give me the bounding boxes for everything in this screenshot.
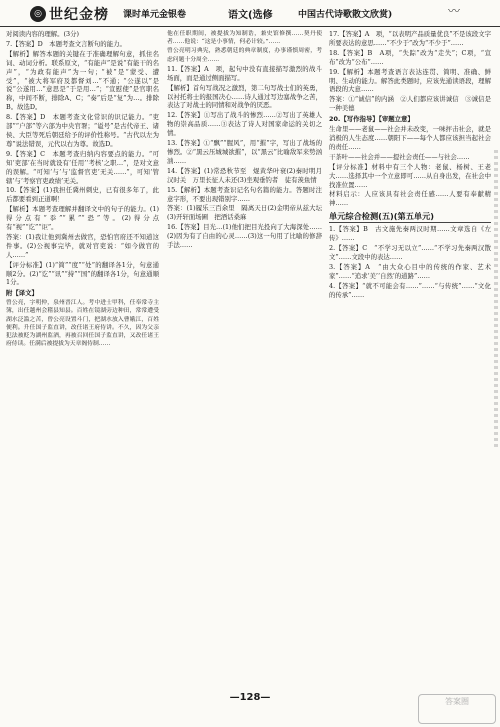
answer-paragraph: 11.【答案】A 项，起句中没有直接描写激烈的战斗场面，而是通过侧面描写。: [167, 64, 322, 82]
book-title: 中国古代诗歌散文欣赏): [298, 10, 393, 20]
answer-paragraph: 【解析】首句写战况之激烈，第二句写战士们的英勇，以衬托将士的报国决心……诗人通过写边塞战争之苦，表达了对战士的同情和对战争的厌恶。: [167, 83, 322, 110]
writing-guide-heading: 20.【写作指导】【审题立意】: [329, 115, 414, 124]
translation-paragraph: 曾公亮，字明仲，泉州晋江人。考中进士甲科，任奉常寺主簿，出任越州会稽县知县。百姓在镜湖旁边种田，常常遭受湖水泛滥之苦，曾公亮设置斗门，把湖水放入曹娥江，百姓便利。升任国子监直讲，改任诸王府侍讲。不久，因为父亲犯法被贬为湖州监酒，再被召回任国子监直讲，又改任诸王府侍读。任满后被提拔为天章阁侍制……: [6, 300, 159, 348]
column-left: [6, 30, 159, 682]
watermark-logo: 答案圈: [418, 694, 496, 724]
answer-paragraph: 18.【答案】B A项，“失踪”改为“走失”；C项，“宣布”改为“公布”……: [329, 48, 491, 66]
answer-paragraph: 2.【答案】C “不学习无以立”……“不学习先秦两汉散文”……文段中的表达……: [329, 244, 491, 261]
answer-paragraph: 1.【答案】B 古文施先秦两汉时期……文章选自《左传》……: [329, 225, 491, 243]
answer-paragraph: 16.【答案】目光…(1)他们把目光投向了大海深处……(2)因为有了自由的心灵……(3)这一句用了比喻的修辞手法……: [167, 223, 322, 250]
series-title: 课时单元金银卷: [123, 10, 187, 20]
answer-paragraph: 生命里——老鼠——社会并未改变，一味抨击社会，就是消极的人生态度……朝阳下——每个人都应该担当起社会的责任……: [329, 125, 491, 151]
answer-paragraph: 材料启示：人应该具有社会责任感……人要有奉献精神……: [329, 190, 491, 208]
answer-paragraph: 干茶叶——社会并——提社会责任——与社会……: [329, 152, 470, 161]
bird-icon: 〰: [448, 4, 461, 18]
answer-paragraph: 3.【答案】A “由大众心目中的传统的作家、艺术家”……“追求‘美’‘自然’的道路”……: [329, 262, 491, 280]
subject-title: 语文(选修: [228, 10, 273, 21]
side-decoration: [494, 150, 498, 450]
answer-paragraph: 17.【答案】A 项，“以表明产品质量优良”不是该段文字所要表达的意思……“不少于”改为“不少于”……: [329, 30, 491, 47]
answer-paragraph: 7.【答案】D 本题考查文言断句的能力。: [6, 39, 126, 48]
answer-paragraph: 【解析】本题考查理解并翻译文中的句子的能力。(1)得分点有“忝”“累”“恐”等。(2)得分点有“视”“讫”“讵”。: [6, 205, 159, 232]
column-right: [329, 30, 491, 682]
answer-paragraph: 15.【解析】本题考查识记名句名篇的能力。答题时注意字形，不要出现错别字……: [167, 185, 322, 203]
answer-paragraph: 14.【答案】(1)常恐秋节至 焜黄华叶衰(2)秦时明月汉时关 万里长征人未还(3)坐观垂钓者 徒有羡鱼情: [167, 166, 322, 184]
translation-heading: 附【译文】: [6, 289, 38, 298]
logo: [30, 4, 109, 24]
answer-paragraph: 【评分标准】(1)“简”“度”“处”的翻译各1分，句意通顺2分。(2)“讫”“讯”“持”“国”的翻译各1分，句意通顺1分。: [6, 260, 159, 287]
answer-paragraph: 4.【答案】“就不可能会有……”……“与传统”……“文化的传承”……: [329, 281, 491, 299]
answer-paragraph: 对阅读内容的理解。(3分): [6, 30, 79, 38]
page-number: —128—: [229, 692, 271, 703]
translation-paragraph: 曾公亮明习典宪，熟悉朝廷的典章制度，办事谨慎周密，考虑问题十分周全……: [167, 48, 322, 63]
answer-paragraph: 13.【答案】①“飘”“腥风”，用“摧”字，写出了战场的惨烈。②“黑云压城城欲摧”，以“黑云”比喻敌军来势汹汹……: [167, 139, 322, 165]
answer-paragraph: 10.【答案】(1)我担任冀州刺史，已有很多年了，此后都要看到正道啊！: [6, 186, 159, 204]
logo-icon: ◎: [30, 6, 46, 22]
answer-paragraph: 答案：(1)履乐三百余里 隔离天日(2)金明帝从兹大坛(3)开轩面场圃 把酒话桑麻: [167, 204, 322, 222]
answer-paragraph: 19.【解析】本题考查语言表达连贯、简明、准确、鲜明、生动的能力。解答此类题时，应该先通读语段，理解语段的大意……: [329, 67, 491, 94]
answer-paragraph: 【评分标准】材料中有三个人物：老鼠、杨树、王老大……选择其中一个立意即可……从自身出发，在社会中找准位置……: [329, 162, 491, 189]
column-middle: [167, 30, 322, 682]
answer-paragraph: 8.【答案】D 本题考查文化常识的识记能力。“吏部”“户部”等六部为中央官署；“谥号”是古代帝王、诸侯、大臣等死后朝廷给予的评价性称号。“古代以左为尊”说法错误，元代以右为尊。故选D。: [6, 113, 159, 148]
page-header: [0, 0, 500, 27]
answer-paragraph: 答案：(1)我让他到冀州去做官，恐怕官府还不知道这件事。(2)公视事完毕，就对官吏说：“如今做官的人……”: [6, 232, 159, 259]
translation-paragraph: 他在任职期间，被提拔为知制诰，兼史馆修撰……契丹使者……他说：“这是小事情，何必计较。”……: [167, 31, 322, 46]
answer-paragraph: 【解析】解答本题的关键在于准确理解句意，抓住名词、动词分析。联系原文，“有能声”是说“有能干的名声”，“为政有能声”为一句；“被”是“蒙受、遭受”，“被大将军府及都督刘…”不通；“公遂以”是说“公遂用…”意思是“于是用…”；“宣慰使”是官职名称，中间不断，排除A、C；“奏”后是“复”为…。排除B。故选D。: [6, 49, 159, 112]
answer-paragraph: 12.【答案】①写出了战斗的惨烈……②写出了英雄人物的崇高品质……③表达了诗人对国家命运的关切之情。: [167, 111, 322, 138]
answer-paragraph: 答案：①“诚信”的内涵 ②人们都应该讲诚信 ③诚信是一种美德: [329, 95, 491, 113]
answer-paragraph: 9.【答案】C 本题考查归纳内容要点的能力。“可知‘吏部’在当时就设有‘任用’‘考核’之职…”，是对文意的误解。“可知‘与’与‘监督官吏’无关……”，可知‘管辖’与‘考察官吏政绩’无关。: [6, 149, 159, 185]
logo-text: 世纪金榜: [49, 7, 109, 23]
unit-test-heading: 单元综合检测(五)(第五单元): [329, 211, 491, 223]
